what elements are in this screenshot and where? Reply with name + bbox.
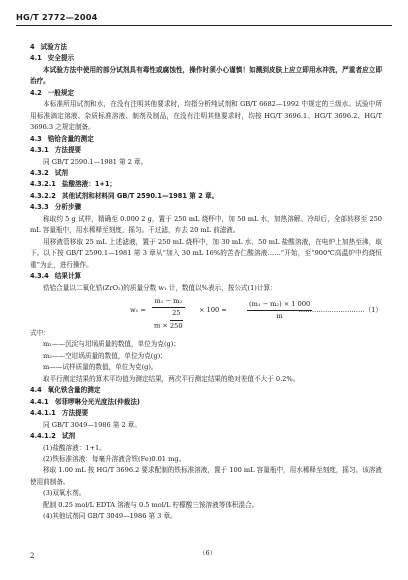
formula-denominator-2: m — [276, 312, 283, 321]
section-number: 4.4 — [30, 386, 42, 395]
paragraph: 同 GB/T 2590.1—1981 第 2 章。 — [43, 157, 148, 166]
section-title: 试剂 — [54, 168, 68, 177]
section-title: 一般规定 — [47, 88, 75, 97]
formula-numerator-2: (m₁ − m₂) × 1 000 — [247, 299, 312, 311]
document-body — [30, 42, 382, 523]
section-heading — [30, 191, 382, 202]
section-number: 4.3 — [30, 134, 42, 143]
paragraph: (4)其他试剂同 GB/T 3049—1986 第 3 章。 — [43, 512, 177, 521]
section-number: 4.3.4 — [30, 272, 49, 281]
section-title: 其他试剂和材料同 GB/T 2590.1—1981 第 2 章。 — [61, 191, 219, 200]
section-heading — [30, 134, 382, 145]
section-heading — [30, 431, 382, 442]
section-heading — [30, 42, 382, 53]
paragraph: 锆铪合量以二氧化锆(ZrO₂)的质量分数 w₁ 计，数值以%表示，按公式(1)计算： — [43, 283, 277, 292]
formula-sub-numerator: 25 — [170, 308, 183, 320]
section-heading — [30, 385, 382, 396]
section-number: 4.4.1 — [30, 397, 49, 406]
paragraph: (3)双氧水剂。 — [43, 489, 86, 498]
formula-den-prefix: m × — [154, 321, 168, 330]
section-heading — [30, 271, 382, 282]
formula-equation-tag: …………………………（1） — [298, 305, 382, 314]
formula-denominator-1 — [152, 308, 185, 332]
section-title: 试验方法 — [40, 43, 67, 51]
section-heading — [30, 168, 382, 179]
page-center-mark: （6） — [199, 549, 217, 557]
section-heading — [30, 397, 382, 408]
paragraph: 称取约 5 g 试样，精确至 0.000 2 g，置于 250 mL 烧杯中，加 50 mL 水，加热溶解。冷却后，全部转移至 250 mL 容量瓶中，用水稀释至刻度，摇匀。干过滤，弃去 20 mL 前滤液。 — [30, 214, 382, 235]
section-heading — [30, 408, 382, 419]
section-title: 盐酸溶液：1+1； — [61, 180, 117, 189]
section-number: 4 — [30, 43, 35, 51]
formula-middle: × 100 = — [199, 305, 227, 314]
section-number: 4.4.1.1 — [30, 409, 56, 418]
paragraph: m₁——沉淀与坩埚质量的数值，单位为克(g)； — [43, 340, 180, 349]
paragraph: 式中： — [30, 328, 50, 337]
paragraph: 同 GB/T 3049—1986 第 2 章。 — [43, 420, 141, 429]
section-heading — [30, 179, 382, 190]
formula-sub-denominator: 250 — [169, 321, 183, 330]
section-title: 试剂 — [61, 432, 76, 441]
paragraph: (2)铁标准溶液：每毫升溶液含铁(Fe)0.01 mg。 — [43, 454, 186, 463]
paragraph: 配制 0.25 mol/L EDTA 溶液与 0.5 mol/L 柠檬酸三铵溶液等体积混合。 — [43, 500, 259, 509]
section-number: 4.2 — [30, 88, 42, 97]
formula-1 — [30, 296, 382, 330]
section-heading — [30, 88, 382, 99]
paragraph: 本试验方法中使用的部分试剂具有毒性或腐蚀性，操作时须小心谨慎！如溅到皮肤上应立即用水冲洗，严重者应立即治疗。 — [30, 65, 382, 86]
formula-lhs: w₁ = — [130, 305, 146, 314]
section-title: 结果计算 — [54, 272, 82, 281]
section-title: 锆铪含量的测定 — [47, 134, 94, 143]
section-heading — [30, 145, 382, 156]
section-heading — [30, 202, 382, 213]
section-number: 4.3.2.2 — [30, 191, 56, 200]
paragraph: m₂——空坩埚质量的数值，单位为克(g)； — [43, 351, 167, 360]
paragraph: m——试样质量的数值，单位为克(g)。 — [43, 363, 158, 372]
paragraph: 移取 1.00 mL 按 HG/T 3696.2 要求配制的铁标准溶液，置于 100 mL 容量瓶中，用水稀释至刻度，摇匀。该溶液使用前制备。 — [30, 466, 382, 486]
paragraph: 用移液管移取 25 mL 上述滤液，置于 250 mL 烧杯中，加 30 mL 水、50 mL 盐酸溶液，在电炉上加热至沸，取下。以下按 GB/T 2590.1—1981 第 3 章从“加入 30 mL 16%的苦杏仁酸溶液……”开始，至“900℃高温炉中灼烧恒重”为止，进行操作。 — [30, 237, 382, 269]
section-title: 方法提要 — [54, 146, 82, 155]
formula-sub-fraction — [170, 308, 183, 332]
section-title: 方法提要 — [61, 409, 89, 418]
section-title: 邻菲啰啉分光光度法(仲裁法) — [54, 397, 140, 406]
formula-fraction-1 — [152, 296, 185, 332]
paragraph: (1)盐酸溶液：1+1。 — [43, 443, 106, 452]
section-title: 安全提示 — [47, 54, 75, 63]
section-number: 4.3.2.1 — [30, 180, 56, 189]
section-title: 分析步骤 — [54, 203, 82, 212]
page-number: 2 — [30, 552, 35, 560]
formula-numerator-1: m₁ − m₂ — [152, 296, 185, 308]
standard-number-header: HG/T 2772—2004 — [16, 12, 98, 22]
section-heading — [30, 53, 382, 64]
section-number: 4.3.3 — [30, 203, 49, 212]
section-number: 4.1 — [30, 54, 42, 63]
paragraph: 本标准所用试剂和水，在没有注明其他要求时，均指分析纯试剂和 GB/T 6682—1992 中规定的三级水。试验中所用标准滴定溶液、杂质标准溶液、制剂及制品，在没有注明其他要求时，均按 HG/T 3696.1、HG/T 3696.2、HG/T 3696.3 之规定制备。 — [30, 100, 382, 132]
section-number: 4.3.2 — [30, 168, 49, 177]
section-number: 4.3.1 — [30, 146, 49, 155]
header-rule — [16, 25, 392, 26]
paragraph: 取平行测定结果的算术平均值为测定结果，两次平行测定结果的绝对差值不大于 0.2%。 — [43, 374, 300, 383]
section-number: 4.4.1.2 — [30, 432, 56, 441]
section-title: 氧化铁含量的测定 — [47, 386, 101, 395]
